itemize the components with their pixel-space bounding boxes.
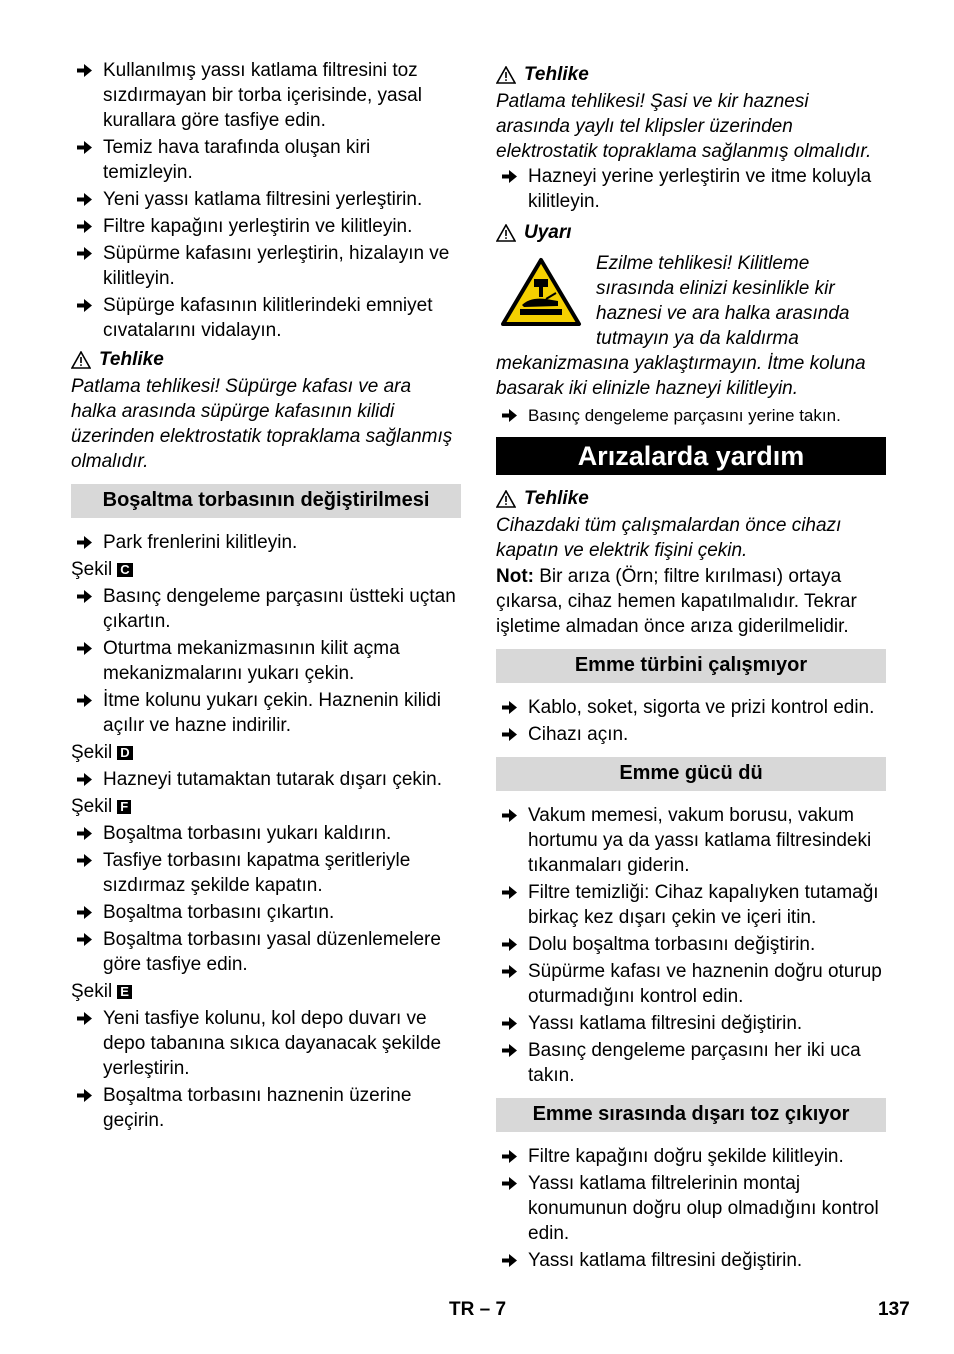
list-item [71, 767, 461, 792]
warning-heading: Uyarı [496, 220, 886, 245]
note-paragraph: Not: Bir arıza (Örn; filtre kırılması) ortaya çıkarsa, cihaz hemen kapatılmalıdır. Tekrar işletime almadan önce arıza giderilmelidir. [496, 566, 857, 637]
arrow-right-icon [76, 825, 93, 842]
bullet-list [496, 803, 886, 1088]
list-item [71, 1083, 461, 1133]
list-item [496, 1248, 886, 1273]
arrow-right-icon [501, 168, 518, 185]
arrow-right-icon [501, 884, 518, 901]
arrow-right-icon [76, 640, 93, 657]
list-item-text: Yeni yassı katlama filtresini yerleştirin. [103, 189, 423, 210]
list-item-text: Kullanılmış yassı katlama filtresini toz sızdırmayan bir torba içerisinde, yasal kurallara göre tasfiye edin. [103, 60, 422, 131]
arrow-right-icon [501, 963, 518, 980]
bullet-list [496, 164, 886, 214]
right-column [496, 58, 886, 1275]
danger-heading: Tehlike [71, 347, 461, 372]
warning-triangle-icon [496, 224, 516, 242]
list-item [71, 584, 461, 634]
list-item [496, 1171, 886, 1246]
list-item [496, 695, 886, 720]
arrow-right-icon [76, 692, 93, 709]
list-item-text: Vakum memesi, vakum borusu, vakum hortumu ya da yassı katlama filtresindeki tıkanmaları giderin. [528, 805, 872, 876]
bullet-list [71, 584, 461, 738]
list-item-text: Yassı katlama filtresini değiştirin. [528, 1013, 803, 1034]
list-item-text: Temiz hava tarafında oluşan kiri temizleyin. [103, 137, 371, 183]
list-item [496, 932, 886, 957]
arrow-right-icon [76, 1087, 93, 1104]
left-column [71, 58, 461, 1135]
list-item-text: Yassı katlama filtrelerinin montaj konumunun doğru olup olmadığını kontrol edin. [528, 1173, 879, 1244]
list-item-text: Hazneyi tutamaktan tutarak dışarı çekin. [103, 769, 442, 790]
list-item-text: Boşaltma torbasını yukarı kaldırın. [103, 823, 392, 844]
arrow-right-icon [76, 931, 93, 948]
bullet-list [71, 1006, 461, 1133]
list-item [496, 803, 886, 878]
list-item-text: Tasfiye torbasını kapatma şeritleriyle sızdırmaz şekilde kapatın. [103, 850, 411, 896]
arrow-right-icon [501, 407, 518, 424]
figure-reference: Şekil C [71, 557, 461, 582]
arrow-right-icon [76, 191, 93, 208]
list-item [71, 636, 461, 686]
bullet-list [496, 403, 886, 428]
list-item [496, 1144, 886, 1169]
list-item [71, 530, 461, 555]
bullet-list [71, 530, 461, 555]
list-item [71, 293, 461, 343]
figure-reference: Şekil F [71, 794, 461, 819]
list-item [71, 214, 461, 239]
list-item-text: Basınç dengeleme parçasını üstteki uçtan çıkartın. [103, 586, 456, 632]
bullet-list [496, 695, 886, 747]
footer-language-page: TR – 7 [449, 1299, 507, 1320]
list-item-text: İtme kolunu yukarı çekin. Haznenin kilidi açılır ve hazne indirilir. [103, 690, 441, 736]
arrow-right-icon [76, 904, 93, 921]
list-item [71, 821, 461, 846]
list-item-text: Basınç dengeleme parçasını her iki uca takın. [528, 1040, 861, 1086]
arrow-right-icon [501, 726, 518, 743]
list-item [496, 164, 886, 214]
list-item [71, 187, 461, 212]
list-item [496, 959, 886, 1009]
warning-triangle-icon [496, 66, 516, 84]
figure-reference: Şekil D [71, 740, 461, 765]
arrow-right-icon [76, 139, 93, 156]
list-item [71, 688, 461, 738]
warning-triangle-icon [71, 351, 91, 369]
figure-letter: E [117, 985, 132, 999]
danger-heading: Tehlike [496, 62, 886, 87]
hand-crush-icon [500, 257, 582, 327]
bullet-list [71, 821, 461, 977]
arrow-right-icon [501, 936, 518, 953]
list-item [71, 58, 461, 133]
list-item-text: Yassı katlama filtresini değiştirin. [528, 1250, 803, 1271]
list-item [496, 880, 886, 930]
arrow-right-icon [76, 1010, 93, 1027]
danger-heading: Tehlike [496, 486, 886, 511]
arrow-right-icon [501, 1148, 518, 1165]
list-item-text: Oturtma mekanizmasının kilit açma mekanizmalarını yukarı çekin. [103, 638, 400, 684]
warning-text: Ezilme tehlikesi! Kilitleme sırasında elinizi kesinlikle kir haznesi ve ara halka arasında tutmayın ya da kaldırma mekanizmasına yaklaştırmayın. İtme koluna basarak iki elinizle hazneyi kilitleyin. [496, 253, 866, 399]
arrow-right-icon [501, 699, 518, 716]
arrow-right-icon [76, 588, 93, 605]
list-item-text: Hazneyi yerine yerleştirin ve itme koluyla kilitleyin. [528, 166, 872, 212]
list-item [71, 900, 461, 925]
list-item-text: Boşaltma torbasını haznenin üzerine geçirin. [103, 1085, 412, 1131]
figure-reference: Şekil E [71, 979, 461, 1004]
arrow-right-icon [76, 771, 93, 788]
danger-text: Cihazdaki tüm çalışmalardan önce cihazı kapatın ve elektrik fişini çekin. [496, 515, 842, 561]
list-item-text: Boşaltma torbasını çıkartın. [103, 902, 335, 923]
list-item-text: Süpürme kafası ve haznenin doğru oturup oturmadığını kontrol edin. [528, 961, 882, 1007]
list-item [71, 241, 461, 291]
list-item-text: Yeni tasfiye kolunu, kol depo duvarı ve depo tabanına sıkıca dayanacak şekilde yerleştirin. [103, 1008, 442, 1079]
list-item-text: Süpürge kafasının kilitlerindeki emniyet cıvatalarını vidalayın. [103, 295, 433, 341]
warning-triangle-icon [496, 490, 516, 508]
section-heading: Emme gücü dü [496, 757, 886, 791]
figure-letter: F [117, 800, 131, 814]
bullet-list [71, 58, 461, 343]
bullet-list [71, 767, 461, 792]
list-item-text: Cihazı açın. [528, 724, 629, 745]
list-item [496, 722, 886, 747]
arrow-right-icon [501, 1252, 518, 1269]
list-item [71, 1006, 461, 1081]
list-item-text: Filtre kapağını doğru şekilde kilitleyin. [528, 1146, 844, 1167]
list-item-text: Filtre kapağını yerleştirin ve kilitleyin. [103, 216, 413, 237]
arrow-right-icon [76, 218, 93, 235]
arrow-right-icon [76, 297, 93, 314]
section-heading: Emme sırasında dışarı toz çıkıyor [496, 1098, 886, 1132]
arrow-right-icon [501, 1042, 518, 1059]
main-heading: Arızalarda yardım [496, 437, 886, 475]
list-item-text: Kablo, soket, sigorta ve prizi kontrol edin. [528, 697, 875, 718]
arrow-right-icon [76, 852, 93, 869]
list-item [71, 927, 461, 977]
danger-text: Patlama tehlikesi! Şasi ve kir haznesi arasında yaylı tel klipsler üzerinden elektrostatik topraklama sağlanmış olmalıdır. [496, 91, 872, 162]
list-item-text: Filtre temizliği: Cihaz kapalıyken tutamağı birkaç kez dışarı çekin ve içeri itin. [528, 882, 879, 928]
page-number: 137 [878, 1299, 910, 1320]
list-item-text: Süpürme kafasını yerleştirin, hizalayın ve kilitleyin. [103, 243, 450, 289]
figure-letter: C [117, 563, 132, 577]
bullet-list [496, 1144, 886, 1273]
list-item [496, 1038, 886, 1088]
arrow-right-icon [76, 245, 93, 262]
danger-text: Patlama tehlikesi! Süpürge kafası ve ara halka arasında süpürge kafasının kilidi üzerinden elektrostatik topraklama sağlanmış olmalıdır. [71, 376, 453, 472]
arrow-right-icon [501, 1175, 518, 1192]
list-item [71, 135, 461, 185]
section-heading: Emme türbini çalışmıyor [496, 649, 886, 683]
list-item [496, 403, 886, 428]
arrow-right-icon [501, 807, 518, 824]
list-item [71, 848, 461, 898]
arrow-right-icon [76, 62, 93, 79]
arrow-right-icon [76, 534, 93, 551]
section-heading: Boşaltma torbasının değiştirilmesi [71, 484, 461, 518]
figure-letter: D [117, 746, 132, 760]
list-item-text: Basınç dengeleme parçasını yerine takın. [528, 406, 841, 425]
list-item-text: Dolu boşaltma torbasını değiştirin. [528, 934, 816, 955]
list-item-text: Boşaltma torbasını yasal düzenlemelere göre tasfiye edin. [103, 929, 441, 975]
list-item [496, 1011, 886, 1036]
arrow-right-icon [501, 1015, 518, 1032]
list-item-text: Park frenlerini kilitleyin. [103, 532, 298, 553]
